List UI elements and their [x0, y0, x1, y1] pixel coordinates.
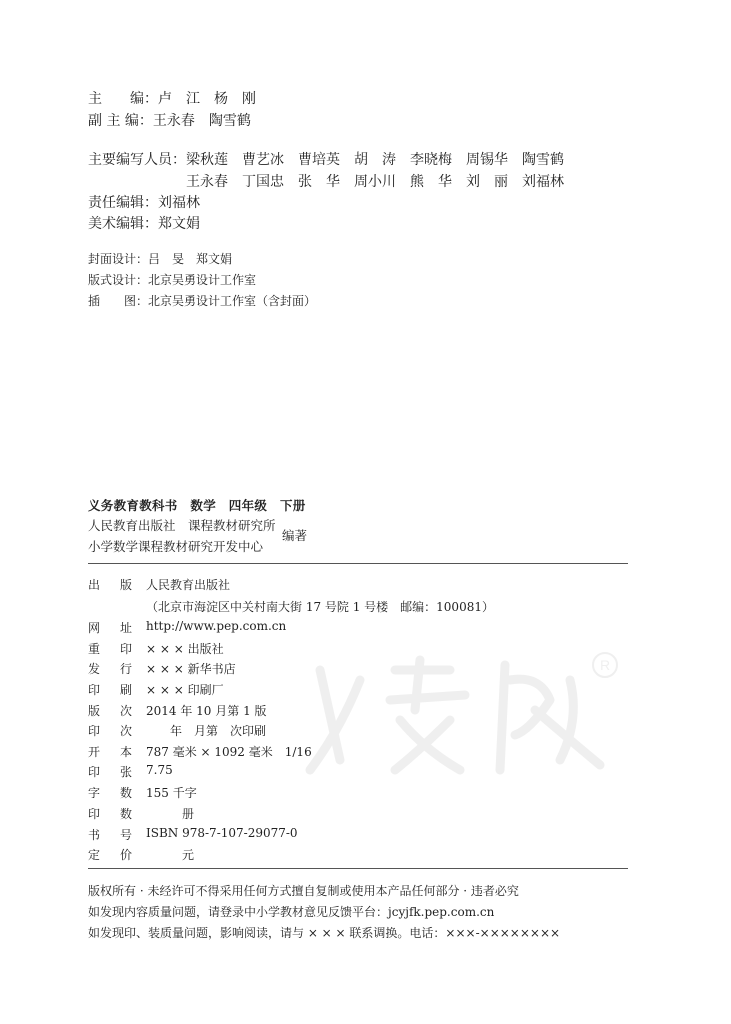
content-feedback-notice: 如发现内容质量问题，请登录中小学教材意见反馈平台：jcyjfk.pep.com.cn — [88, 905, 495, 919]
imprint-key-char: 价 — [119, 848, 132, 862]
imprint-key-char: 定 — [88, 848, 101, 862]
imprint-key-char: 本 — [119, 745, 132, 759]
imprint-value: ISBN 978-7-107-29077-0 — [146, 826, 298, 840]
responsible-editor-name: 刘福林 — [158, 195, 200, 211]
imprint-key — [88, 681, 132, 698]
imprint-value: 787 毫米 × 1092 毫米 1/16 — [146, 745, 312, 759]
writers-names-1: 梁秋莲 曹艺冰 曹培英 胡 涛 李晓梅 周锡华 陶雪鹤 — [186, 152, 564, 168]
imprint-key-char: 版 — [119, 578, 132, 592]
imprint-key — [88, 722, 132, 739]
imprint-value: × × × 出版社 — [146, 642, 224, 656]
imprint-key — [88, 743, 132, 760]
imprint-key — [88, 784, 132, 801]
imprint-value: http://www.pep.com.cn — [146, 619, 287, 633]
svg-text:R: R — [599, 657, 611, 673]
layout-design: 版式设计：北京吴勇设计工作室 — [88, 273, 257, 287]
publisher-line-2: 小学数学课程教材研究开发中心 — [88, 539, 264, 554]
writers-line-1 — [88, 149, 564, 169]
imprint-key-char: 行 — [119, 662, 132, 676]
imprint-key-char: 发 — [88, 662, 101, 676]
art-editor-label: 美术编辑： — [88, 216, 158, 232]
imprint-value: 155 千字 — [146, 786, 197, 800]
imprint-key — [88, 702, 132, 719]
imprint-value: （北京市海淀区中关村南大街 17 号院 1 号楼 邮编：100081） — [146, 600, 494, 614]
responsible-editor-line — [88, 192, 200, 212]
compiled-by: 编著 — [282, 528, 308, 543]
imprint-key — [88, 846, 132, 863]
print-quality-notice: 如发现印、装质量问题，影响阅读，请与 × × × 联系调换。电话：×××-×××××××× — [88, 926, 561, 940]
imprint-key — [88, 660, 132, 677]
imprint-key-char: 数 — [119, 786, 132, 800]
imprint-value: × × × 印刷厂 — [146, 683, 224, 697]
writers-label: 主要编写人员： — [88, 152, 186, 168]
art-editor-name: 郑文娟 — [158, 216, 200, 232]
imprint-value: 册 — [146, 807, 195, 821]
imprint-value: × × × 新华书店 — [146, 662, 236, 676]
art-editor-line — [88, 213, 200, 233]
chief-editor-names: 卢 江 杨 刚 — [158, 91, 256, 107]
deputy-editor-label: 副 主 编： — [88, 113, 153, 129]
divider-top — [88, 563, 628, 564]
imprint-key-char: 印 — [88, 724, 101, 738]
imprint-value: 年 月第 次印刷 — [146, 724, 267, 738]
imprint-key-char: 出 — [88, 578, 101, 592]
deputy-editor-line — [88, 110, 251, 130]
imprint-key-char: 印 — [88, 683, 101, 697]
illustration-credit: 插 图：北京吴勇设计工作室（含封面） — [88, 294, 317, 308]
divider-bottom — [88, 868, 628, 869]
chief-editor-line — [88, 88, 256, 108]
responsible-editor-label: 责任编辑： — [88, 195, 158, 211]
imprint-key — [88, 640, 132, 657]
imprint-key-char: 数 — [119, 807, 132, 821]
imprint-key-char: 网 — [88, 621, 101, 635]
chief-editor-label: 主 编： — [88, 91, 158, 107]
imprint-key-char: 址 — [119, 621, 132, 635]
imprint-value: 2014 年 10 月第 1 版 — [146, 704, 267, 718]
imprint-key — [88, 763, 132, 780]
imprint-key-char: 印 — [88, 765, 101, 779]
copyright-notice: 版权所有 · 未经许可不得采用任何方式擅自复制或使用本产品任何部分 · 违者必究 — [88, 884, 519, 898]
publisher-line-1: 人民教育出版社 课程教材研究所 — [88, 518, 276, 533]
imprint-key-char: 版 — [88, 704, 101, 718]
cover-design: 封面设计：吕 旻 郑文娟 — [88, 252, 233, 266]
imprint-key-char: 印 — [119, 642, 132, 656]
imprint-key-char: 刷 — [119, 683, 132, 697]
imprint-key-char: 次 — [119, 704, 132, 718]
writers-names-2: 王永春 丁国忠 张 华 周小川 熊 华 刘 丽 刘福林 — [186, 174, 564, 190]
imprint-key-char: 印 — [88, 807, 101, 821]
imprint-key-char: 重 — [88, 642, 101, 656]
imprint-key — [88, 826, 132, 843]
imprint-key — [88, 619, 132, 636]
imprint-value: 人民教育出版社 — [146, 578, 231, 592]
imprint-key-char: 张 — [119, 765, 132, 779]
watermark-logo — [300, 640, 630, 780]
imprint-key-char: 开 — [88, 745, 101, 759]
imprint-key — [88, 576, 132, 593]
imprint-key-char: 次 — [119, 724, 132, 738]
imprint-value: 7.75 — [146, 763, 173, 777]
book-title: 义务教育教科书 数学 四年级 下册 — [88, 498, 306, 513]
imprint-key-char: 书 — [88, 828, 101, 842]
imprint-key-char: 字 — [88, 786, 101, 800]
deputy-editor-names: 王永春 陶雪鹤 — [152, 113, 251, 129]
imprint-key — [88, 805, 132, 822]
imprint-value: 元 — [146, 848, 195, 862]
imprint-key-char: 号 — [119, 828, 132, 842]
